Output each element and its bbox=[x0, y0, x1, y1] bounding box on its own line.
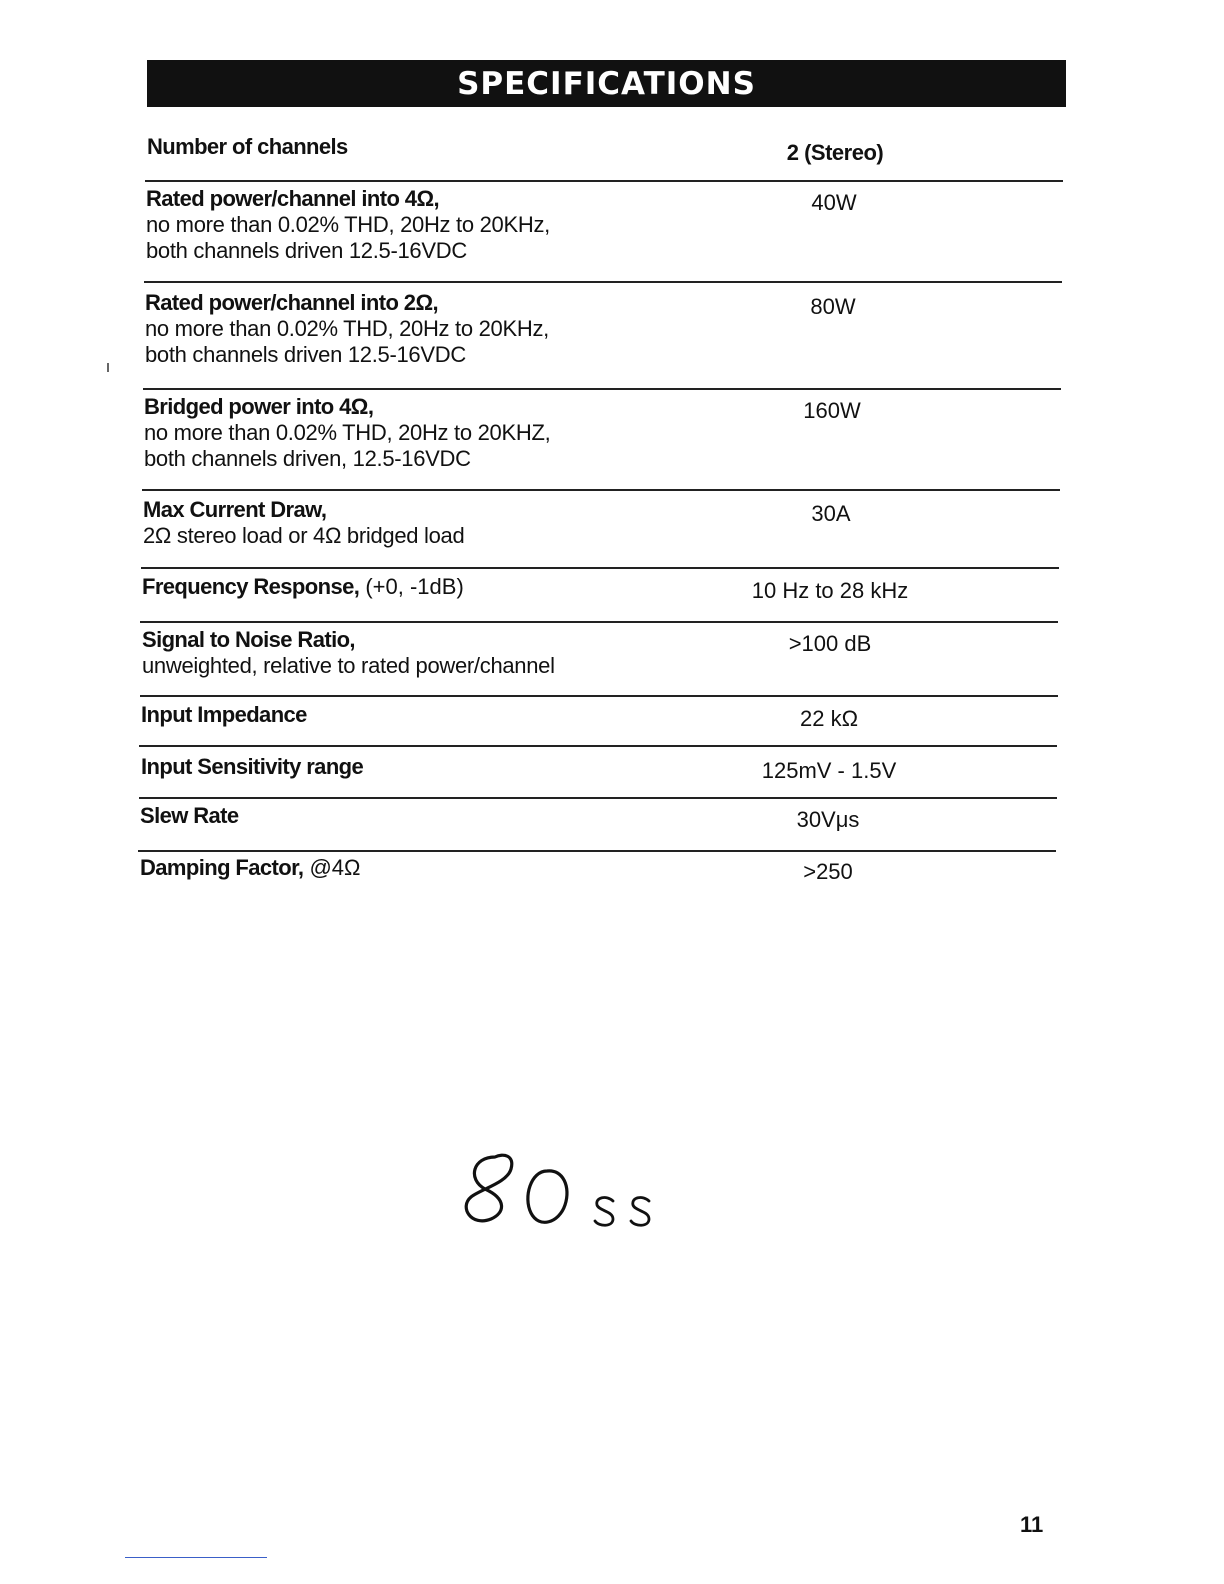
spec-label-title bbox=[141, 702, 741, 728]
spec-label-text: Max Current Draw, bbox=[143, 497, 327, 522]
spec-label bbox=[145, 290, 745, 368]
spec-label-text: Number of channels bbox=[147, 134, 348, 159]
page-title: SPECIFICATIONS bbox=[147, 60, 1066, 107]
row-divider bbox=[139, 797, 1057, 799]
spec-value: >250 bbox=[803, 859, 853, 884]
page-number: 11 bbox=[1020, 1512, 1044, 1537]
row-divider bbox=[142, 489, 1060, 491]
row-divider bbox=[144, 281, 1062, 283]
scan-artifact bbox=[107, 363, 109, 372]
spec-row bbox=[145, 290, 1075, 380]
spec-label-qualifier: @4Ω bbox=[303, 855, 361, 880]
spec-label-title bbox=[143, 497, 743, 523]
spec-label-qualifier: (+0, -1dB) bbox=[359, 574, 464, 599]
spec-label bbox=[140, 803, 740, 829]
spec-label bbox=[141, 754, 741, 780]
row-divider bbox=[141, 567, 1059, 569]
spec-label bbox=[140, 855, 740, 881]
spec-label-title bbox=[147, 134, 747, 160]
row-divider bbox=[139, 745, 1057, 747]
spec-value: 40W bbox=[811, 190, 857, 215]
spec-label-text: Frequency Response, bbox=[142, 574, 360, 599]
spec-value: 2 (Stereo) bbox=[786, 140, 884, 165]
spec-label-title bbox=[142, 627, 742, 653]
spec-row bbox=[144, 394, 1074, 484]
spec-label bbox=[144, 394, 744, 472]
spec-value: 30A bbox=[811, 501, 851, 526]
spec-label-title bbox=[142, 574, 742, 600]
spec-row bbox=[146, 186, 1076, 276]
row-divider bbox=[145, 180, 1063, 182]
spec-detail-line: no more than 0.02% THD, 20Hz to 20KHz, bbox=[145, 316, 549, 341]
spec-label bbox=[141, 702, 741, 728]
spec-label-title bbox=[140, 855, 740, 881]
spec-label-title bbox=[145, 290, 745, 316]
spec-label-title bbox=[144, 394, 744, 420]
spec-value: 22 kΩ bbox=[799, 706, 859, 731]
spec-label-text: Signal to Noise Ratio, bbox=[142, 627, 355, 652]
spec-detail-line: 2Ω stereo load or 4Ω bridged load bbox=[143, 523, 465, 548]
spec-label bbox=[143, 497, 743, 549]
spec-detail-line: unweighted, relative to rated power/channel bbox=[142, 653, 555, 678]
spec-label bbox=[142, 627, 742, 679]
spec-detail-line: no more than 0.02% THD, 20Hz to 20KHz, bbox=[146, 212, 550, 237]
spec-label-text: Bridged power into 4Ω, bbox=[144, 394, 374, 419]
spec-label-text: Rated power/channel into 2Ω, bbox=[145, 290, 438, 315]
handwritten-note bbox=[455, 1145, 670, 1245]
spec-detail-line: both channels driven 12.5-16VDC bbox=[145, 342, 466, 367]
spec-label bbox=[146, 186, 746, 264]
spec-label-title bbox=[146, 186, 746, 212]
spec-label-text: Input Impedance bbox=[141, 702, 307, 727]
bottom-divider bbox=[125, 1557, 267, 1558]
spec-value: 80W bbox=[810, 294, 856, 319]
spec-value: 10 Hz to 28 kHz bbox=[751, 578, 909, 603]
row-divider bbox=[138, 850, 1056, 852]
spec-label bbox=[147, 134, 747, 160]
spec-label-title bbox=[140, 803, 740, 829]
spec-value: 125mV - 1.5V bbox=[761, 758, 897, 783]
row-divider bbox=[143, 388, 1061, 390]
spec-detail-line: no more than 0.02% THD, 20Hz to 20KHZ, bbox=[144, 420, 551, 445]
spec-value: >100 dB bbox=[788, 631, 872, 656]
spec-value: 30Vμs bbox=[796, 807, 860, 832]
spec-row bbox=[140, 855, 1070, 945]
row-divider bbox=[140, 621, 1058, 623]
spec-label bbox=[142, 574, 742, 600]
spec-detail-line: both channels driven, 12.5-16VDC bbox=[144, 446, 471, 471]
spec-label-title bbox=[141, 754, 741, 780]
spec-label-text: Damping Factor, bbox=[140, 855, 304, 880]
spec-label-text: Slew Rate bbox=[140, 803, 239, 828]
spec-label-text: Input Sensitivity range bbox=[141, 754, 364, 779]
spec-label-text: Rated power/channel into 4Ω, bbox=[146, 186, 439, 211]
spec-detail-line: both channels driven 12.5-16VDC bbox=[146, 238, 467, 263]
spec-value: 160W bbox=[803, 398, 861, 423]
row-divider bbox=[140, 695, 1058, 697]
